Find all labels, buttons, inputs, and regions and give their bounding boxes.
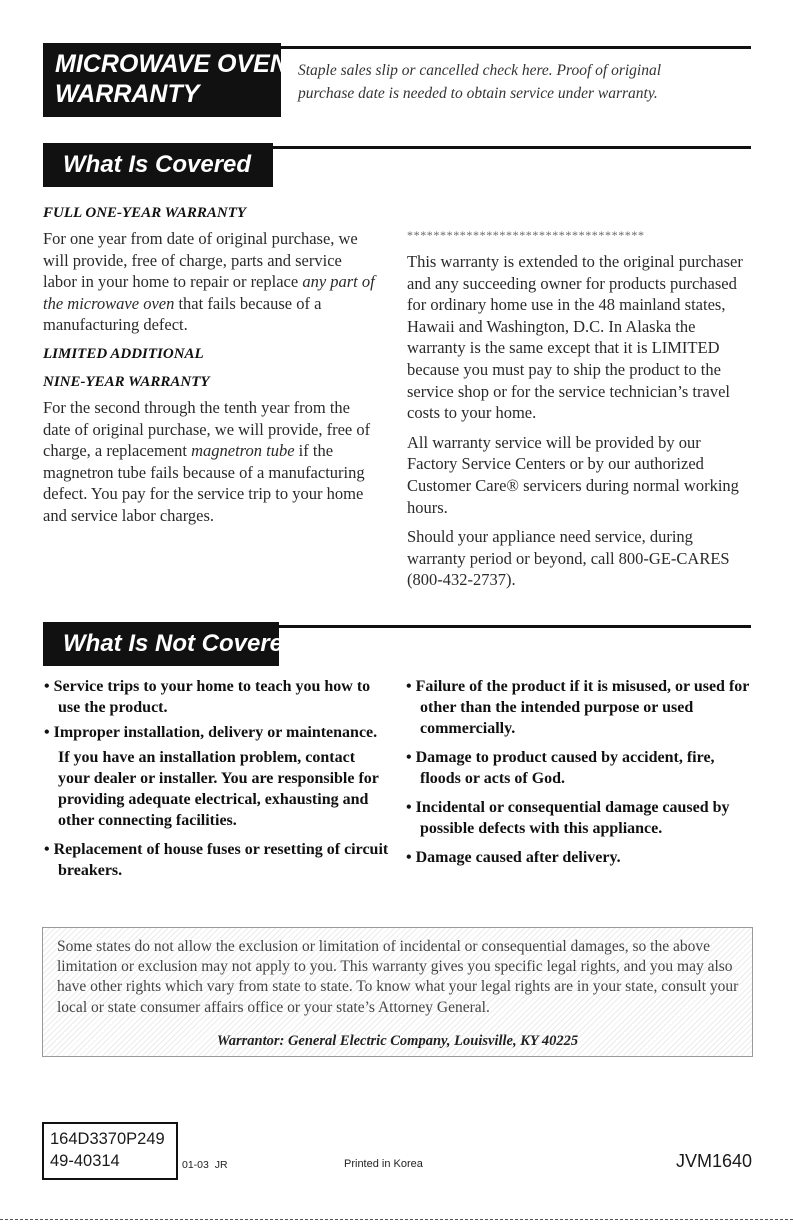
warrantor-line: Warrantor: General Electric Company, Louisville, KY 40225 <box>216 1033 579 1049</box>
model-number: JVM1640 <box>675 1151 752 1171</box>
covered-heading-block <box>43 143 273 187</box>
full-warranty-text: For one year from date of original purchase, we will provide, free of charge, parts and service labor in your home to repair or replace any part of the microwave oven that fails because of a manufacturing defect. <box>43 229 375 335</box>
staple-note-line1: Staple sales slip or cancelled check here. Proof of original <box>298 62 662 79</box>
legal-notice-text: Some states do not allow the exclusion or limitation of incidental or consequential damages, so the above limitation or exclusion may not apply to you. This warranty gives you specific legal rights, and you may also have other rights which vary from state to state. To know what your legal rights are in your state, consult your local or state consumer affairs office or your state’s Attorney General. <box>57 938 739 1016</box>
not-covered-right-column <box>406 676 754 872</box>
call-service-text: Should your appliance need service, during warranty period or beyond, call 800-GE-CARES (800-432-2737). <box>407 527 730 590</box>
warranty-extended-text: This warranty is extended to the original purchaser and any succeeding owner for products purchased for ordinary home use in the 48 mainland states, Hawaii and Washington, D.C. In Alaska the warranty is the same except that it is LIMITED because you must pay to ship the product to the service shop or for the service technician’s travel costs to your home. <box>407 252 743 423</box>
not-covered-item: • Failure of the product if it is misused, or used for other than the intended purpose or used commercially. <box>406 678 750 737</box>
part-number: 164D3370P249 <box>50 1130 165 1148</box>
covered-left-column <box>43 203 378 535</box>
part-number-box <box>42 1122 178 1180</box>
not-covered-rule <box>279 625 751 628</box>
covered-rule <box>273 146 751 149</box>
warranty-title-line1: MICROWAVE OVEN <box>55 50 288 78</box>
warranty-title-line2: WARRANTY <box>55 80 200 108</box>
installation-note: If you have an installation problem, contact your dealer or installer. You are responsible for providing adequate electrical, exhausting and other connecting facilities. <box>58 749 379 829</box>
staple-note-line2: purchase date is needed to obtain service under warranty. <box>298 85 658 102</box>
not-covered-left-column <box>44 676 389 885</box>
date-code: 01-03 JR <box>182 1159 228 1171</box>
limited-warranty-text: For the second through the tenth year from the date of original purchase, we will provide, free of charge, a replacement magnetron tube if the magnetron tube fails because of a manufacturing defect. You pay for the service trip to your home and service labor charges. <box>43 397 371 525</box>
not-covered-item: • Damage caused after delivery. <box>406 849 621 866</box>
not-covered-heading: What Is Not Covered <box>63 630 298 657</box>
staple-note <box>298 59 748 105</box>
document-number: 49-40314 <box>50 1152 120 1170</box>
printed-in: Printed in Korea <box>344 1158 423 1170</box>
limited-warranty-title-line1: LIMITED ADDITIONAL <box>43 345 204 362</box>
not-covered-heading-block <box>43 622 298 666</box>
covered-right-column <box>407 228 753 599</box>
not-covered-item: • Improper installation, delivery or maintenance. <box>44 724 378 741</box>
header-rule <box>281 46 751 49</box>
not-covered-item: • Incidental or consequential damage caused by possible defects with this appliance. <box>406 799 730 837</box>
not-covered-item: • Service trips to your home to teach you how to use the product. <box>44 678 371 716</box>
asterisk-separator: ************************************ <box>407 228 645 242</box>
not-covered-item: • Damage to product caused by accident, fire, floods or acts of God. <box>406 749 715 787</box>
not-covered-item: • Replacement of house fuses or resetting of circuit breakers. <box>44 841 389 879</box>
trim-line <box>0 1219 793 1220</box>
limited-warranty-title-line2: NINE-YEAR WARRANTY <box>43 373 210 390</box>
covered-heading: What Is Covered <box>63 151 252 178</box>
legal-notice-box <box>42 927 753 1057</box>
warranty-title-block <box>43 43 288 117</box>
warranty-service-text: All warranty service will be provided by our Factory Service Centers or by our authorized Customer Care® servicers during normal working hours. <box>407 432 739 517</box>
full-warranty-title: FULL ONE-YEAR WARRANTY <box>43 205 247 221</box>
